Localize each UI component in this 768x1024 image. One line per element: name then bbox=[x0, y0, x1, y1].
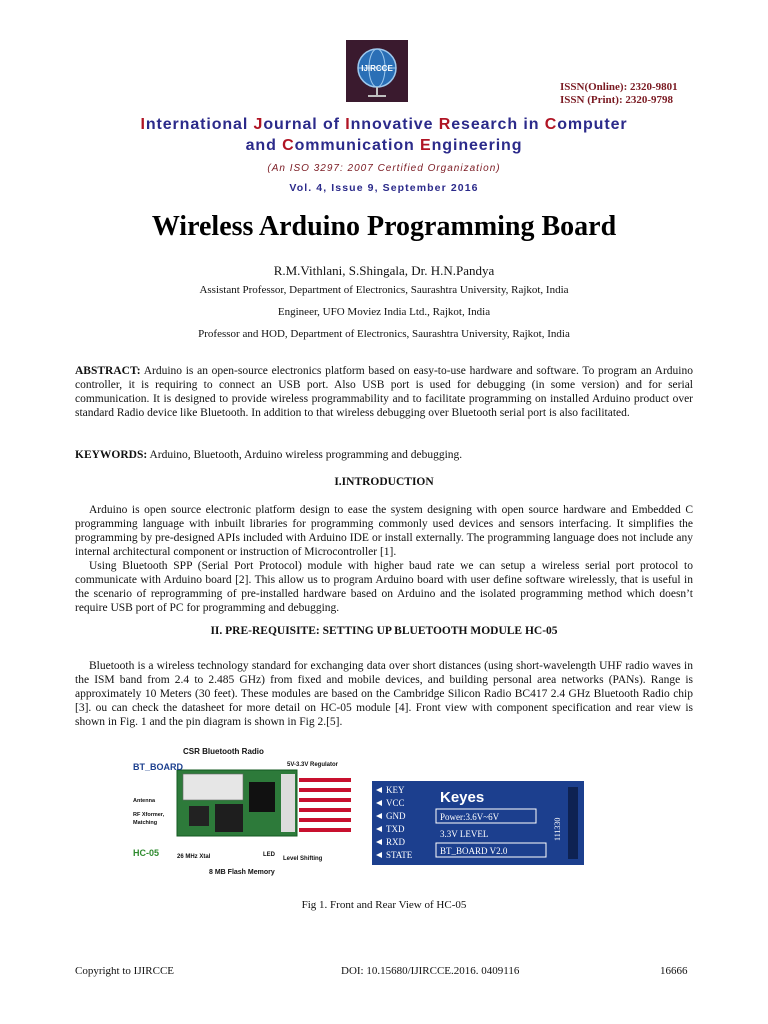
hc05-front-view-image bbox=[131, 744, 365, 884]
iso-certification: (An ISO 3297: 2007 Certified Organization) bbox=[267, 163, 501, 174]
journal-name-line1: International Journal of Innovative Research in Computer bbox=[140, 116, 628, 133]
volume-issue: Vol. 4, Issue 9, September 2016 bbox=[289, 182, 479, 194]
label-level-shifting: Level Shifting bbox=[283, 856, 323, 862]
abstract bbox=[75, 364, 693, 420]
journal-name-line2: and Communication Engineering bbox=[245, 137, 523, 154]
rear-power: Power:3.6V~6V bbox=[440, 812, 500, 822]
keywords-text: Arduino, Bluetooth, Arduino wireless programming and debugging. bbox=[149, 449, 463, 461]
prerequisite-body bbox=[75, 659, 693, 729]
journal-logo bbox=[346, 40, 408, 102]
rear-level: 3.3V LEVEL bbox=[440, 829, 489, 839]
figure-caption: Fig 1. Front and Rear View of HC-05 bbox=[301, 899, 467, 911]
label-flash: 8 MB Flash Memory bbox=[209, 869, 275, 876]
footer-page-number: 16666 bbox=[660, 965, 688, 977]
affiliation-2: Engineer, UFO Moviez India Ltd., Rajkot, India bbox=[277, 306, 491, 318]
label-regulator: 5V-3.3V Regulator bbox=[287, 762, 339, 768]
pin-txd: TXD bbox=[386, 824, 405, 834]
rear-brand: Keyes bbox=[440, 789, 485, 806]
pin-state: STATE bbox=[386, 850, 413, 860]
label-rf-xformer: RF Xformer, bbox=[133, 812, 165, 818]
keywords-label: KEYWORDS: bbox=[75, 449, 148, 461]
pin-vcc: VCC bbox=[386, 798, 405, 808]
affiliation-3: Professor and HOD, Department of Electronics, Saurashtra University, Rajkot, India bbox=[198, 328, 570, 340]
logo-text: IJIRCCE bbox=[361, 64, 393, 73]
intro-paragraph-1: Arduino is open source electronic platform design to ease the system designing with open source hardware and Embedded C programming language with inbuilt libraries for programming commonly used devices and sensors interfacing. It simplifies the programming by pre-designed APIs included with Arduino IDE or install externally. The programming language does not include any internal architectural component or instruction of Microcontroller [1]. bbox=[75, 504, 693, 558]
footer-copyright: Copyright to IJIRCCE bbox=[75, 965, 175, 977]
label-bt-board: BT_BOARD bbox=[133, 762, 184, 772]
issn-online: ISSN(Online): 2320-9801 bbox=[560, 81, 678, 93]
pin-key: KEY bbox=[386, 785, 405, 795]
abstract-label: ABSTRACT: bbox=[75, 365, 141, 377]
header-pins bbox=[299, 778, 351, 832]
author-list: R.M.Vithlani, S.Shingala, Dr. H.N.Pandya bbox=[273, 263, 495, 278]
prerequisite-paragraph-1: Bluetooth is a wireless technology standard for exchanging data over short distances (using short-wavelength UHF radio waves in the ISM band from 2.4 to 2.485 GHz) from fixed and mobile devices, and building personal area networks (PANs). Range is approximately 10 Meters (30 feet). These modules are based on the Cambridge Silicon Radio BC417 2.4 GHz Bluetooth Radio chip [3]. ou can check the datasheet for more detail on HC-05 module [4]. Front view with component specification and rear view is shown in Fig. 1 and the pin diagram is shown in Fig 2.[5]. bbox=[75, 660, 693, 728]
journal-name bbox=[60, 114, 708, 156]
section-heading-introduction: I.INTRODUCTION bbox=[334, 476, 434, 488]
label-matching: Matching bbox=[133, 820, 158, 826]
rear-board: BT_BOARD V2.0 bbox=[440, 846, 508, 856]
hc05-rear-view-image bbox=[372, 781, 584, 865]
issn-block bbox=[560, 81, 678, 107]
pin-rxd: RXD bbox=[386, 837, 406, 847]
affiliation-1: Assistant Professor, Department of Electronics, Saurashtra University, Rajkot, India bbox=[199, 284, 569, 296]
rear-serial: 111330 bbox=[553, 817, 562, 841]
pin-gnd: GND bbox=[386, 811, 406, 821]
label-antenna: Antenna bbox=[133, 798, 155, 804]
label-hc05: HC-05 bbox=[133, 848, 160, 858]
abstract-text: Arduino is an open-source electronics platform based on easy-to-use hardware and software. To program an Arduino controller, it is requiring to connect an USB port. Also USB port is used for debugging (in some version) and for serial communication. It is designed to provide wireless programmability and to facilitate programming on installed Arduino product over standard Radio device like Bluetooth. In addition to that wireless debugging over Bluetooth serial port is also facilitated. bbox=[75, 365, 693, 419]
introduction-body bbox=[75, 503, 693, 615]
intro-paragraph-2: Using Bluetooth SPP (Serial Port Protocol) module with higher baud rate we can setup a wireless serial port protocol to communicate with Arduino board [2]. This allow us to program Arduino board with user define software wirelessly, that is useful in the scenario of reprogramming of pre-installed hardware based on Arduino and the isolated programming method which doesn’t require USB port of PC for programming and debugging. bbox=[75, 560, 693, 614]
label-led: LED bbox=[263, 852, 275, 858]
issn-print: ISSN (Print): 2320-9798 bbox=[560, 94, 674, 106]
label-csr-radio: CSR Bluetooth Radio bbox=[183, 747, 264, 756]
label-xtal: 26 MHz Xtal bbox=[177, 854, 211, 860]
paper-title: Wireless Arduino Programming Board bbox=[151, 211, 617, 242]
footer-doi: DOI: 10.15680/IJIRCCE.2016. 0409116 bbox=[341, 965, 520, 977]
section-heading-prerequisite: II. PRE-REQUISITE: SETTING UP BLUETOOTH MODULE HC-05 bbox=[210, 625, 558, 637]
keywords bbox=[75, 448, 693, 462]
